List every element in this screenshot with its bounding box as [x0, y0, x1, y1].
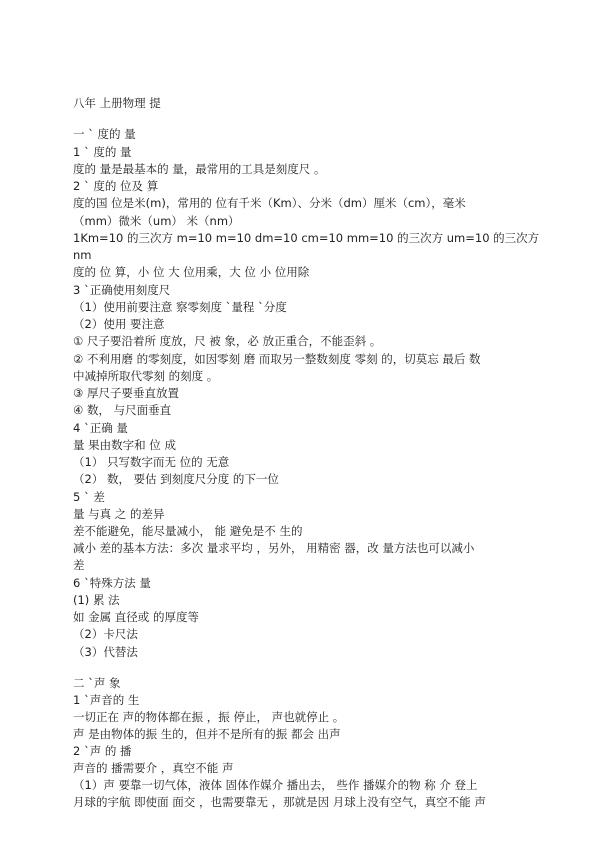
text-line: 如 金属 直径或 的厚度等: [73, 610, 199, 624]
subsection-heading: 3 `正确使用刻度尺: [73, 283, 171, 297]
text-line: 度的 量是最基本的 量，最常用的工具是刻度尺 。: [73, 162, 326, 176]
text-line: （1） 只写数字而无 位的 无意: [73, 455, 230, 469]
section-heading: 一 ` 度的 量: [73, 127, 136, 141]
text-line: (1) 累 法: [73, 593, 120, 607]
subsection-heading: 5 ` 差: [73, 490, 105, 504]
text-line: （3）代替法: [73, 645, 138, 659]
text-line: nm: [73, 248, 92, 262]
text-line: （2）使用 要注意: [73, 317, 165, 331]
text-line: ④ 数， 与尺面垂直: [73, 403, 172, 417]
text-line: 声音的 播需要介 ，真空不能 声: [73, 761, 234, 775]
text-line: （1）声 要靠一切气体，液体 固体作媒介 播出去， 些作 播媒介的物 称 介 登上: [73, 778, 478, 792]
text-line: ③ 厚尺子要垂直放置: [73, 386, 179, 400]
subsection-heading: 2 `声 的 播: [73, 744, 132, 758]
subsection-heading: 6 `特殊方法 量: [73, 576, 151, 590]
text-line: 中减掉所取代零刻 的刻度 。: [73, 369, 219, 383]
text-line: ① 尺子要沿着所 度放，尺 被 象，必 放正重合，不能歪斜 。: [73, 334, 382, 348]
text-line: 差: [73, 558, 85, 572]
text-line: （2）卡尺法: [73, 627, 138, 641]
subsection-heading: 1 ` 度的 量: [73, 145, 132, 159]
text-line: 量 果由数字和 位 成: [73, 438, 176, 452]
subsection-heading: 1 `声音的 生: [73, 693, 140, 707]
text-line: 减小 差的基本方法：多次 量求平均 ，另外， 用精密 器，改 量方法也可以减小: [73, 541, 475, 555]
text-line: 度的国 位是米(m)，常用的 位有千米（Km）、分米（dm）厘米（cm），毫米: [73, 196, 466, 210]
text-line: 声 是由物体的振 生的，但并不是所有的振 都会 出声: [73, 727, 341, 741]
text-line: （1）使用前要注意 察零刻度 `量程 `分度: [73, 300, 287, 314]
section-heading: 二 `声 象: [73, 676, 121, 690]
text-line: 1Km=10 的三次方 m=10 m=10 dm=10 cm=10 mm=10 的三次方 um=10 的三次方: [73, 231, 540, 245]
text-line: 差不能避免，能尽量减小， 能 避免是不 生的: [73, 524, 303, 538]
text-line: ② 不利用磨 的零刻度，如因零刻 磨 而取另一整数刻度 零刻 的，切莫忘 最后 数: [73, 352, 481, 366]
text-line: （2） 数， 要估 到刻度尺分度 的下一位: [73, 472, 279, 486]
text-line: 一切正在 声的物体都在振 ，振 停止， 声也就停止 。: [73, 710, 345, 724]
text-line: 度的 位 算，小 位 大 位用乘，大 位 小 位用除: [73, 265, 310, 279]
subsection-heading: 4 `正确 量: [73, 421, 128, 435]
text-line: 量 与真 之 的差异: [73, 507, 165, 521]
text-line: 月球的宇航 即使面 面交 ，也需要靠无 ，那就是因 月球上没有空气，真空不能 声: [73, 795, 486, 809]
text-line: （mm）微米（um） 米（nm）: [73, 214, 240, 228]
document-title: 八年 上册物理 提: [73, 96, 161, 110]
subsection-heading: 2 ` 度的 位及 算: [73, 179, 159, 193]
